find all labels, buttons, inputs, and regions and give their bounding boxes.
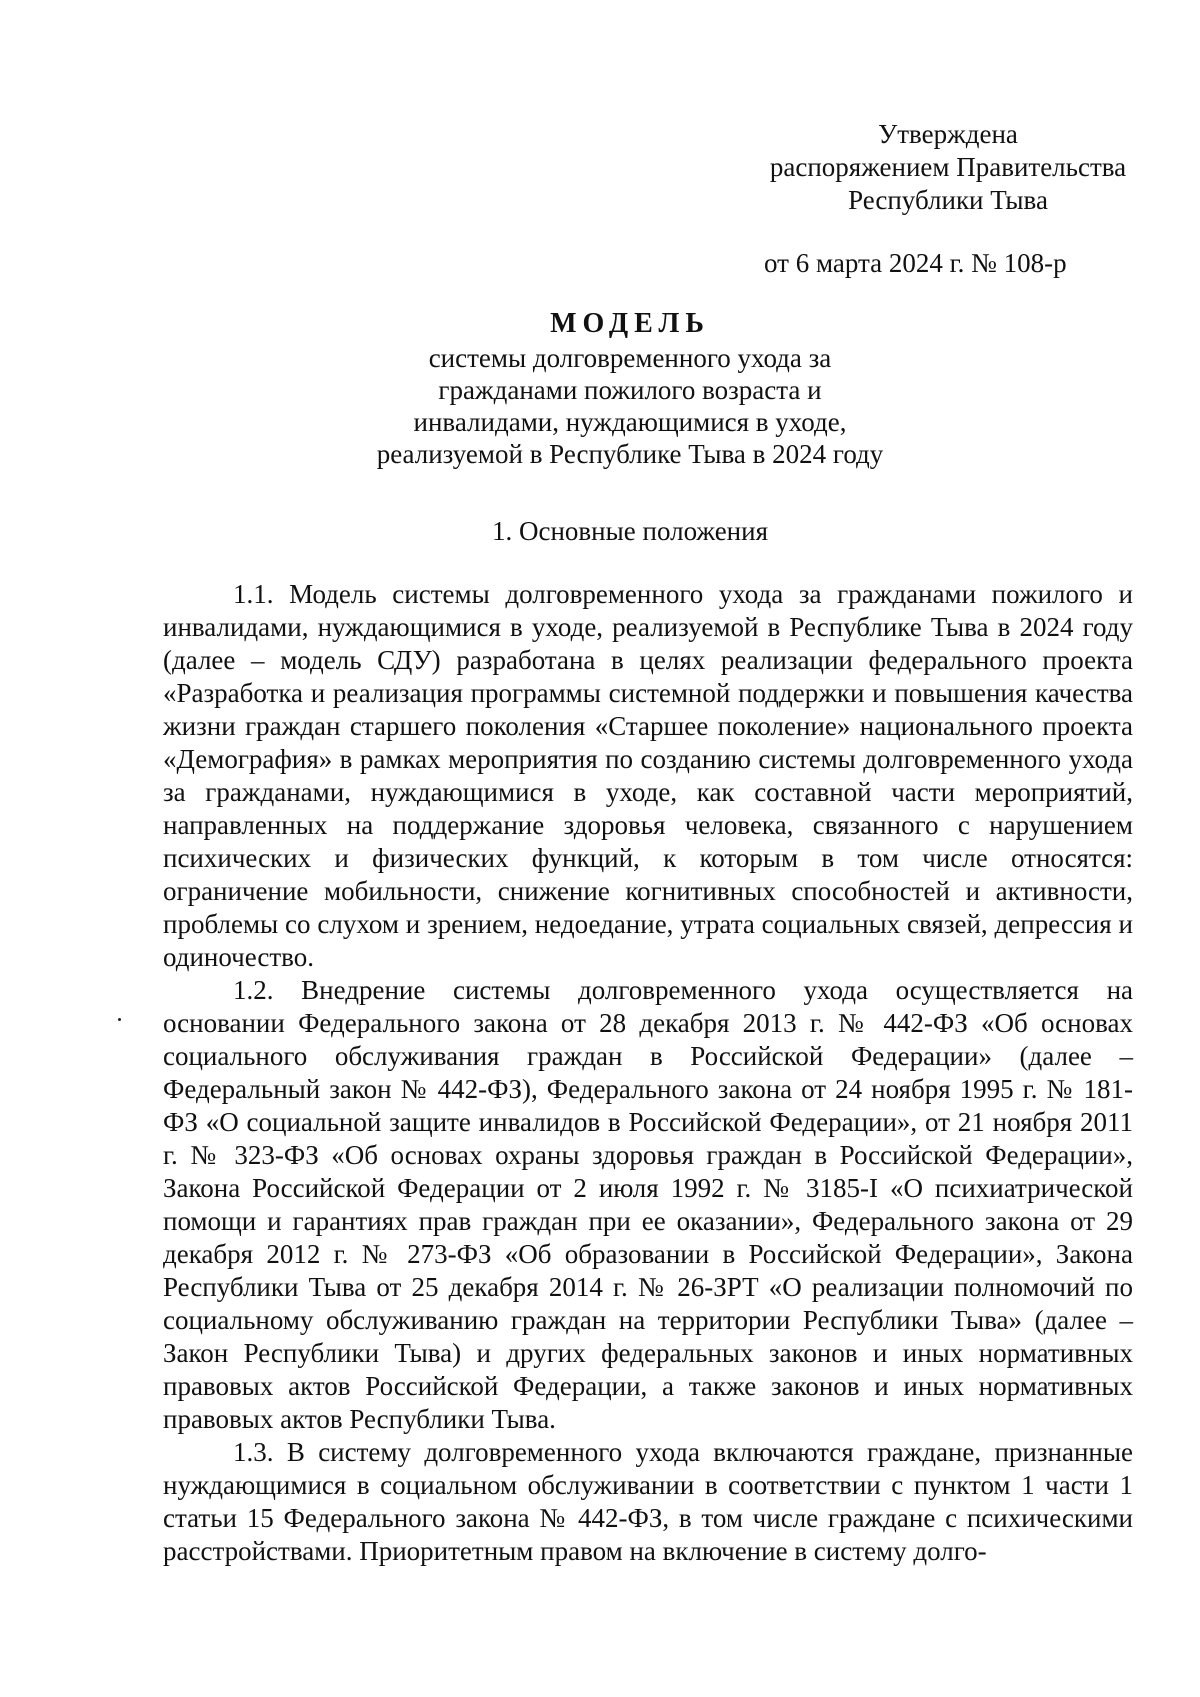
section-body xyxy=(163,578,1133,1568)
paragraph-1-1: 1.1. Модель системы долговременного ухода за гражданами пожилого и инвалидами, нуждающимися в уходе, реализуемой в Республике Тыва в 2024 году (далее – модель СДУ) разработана в целях реализации федерального проекта «Разработка и реализация программы системной поддержки и повышения качества жизни граждан старшего поколения «Старшее поколение» национального проекта «Демография» в рамках мероприятия по созданию системы долговременного ухода за гражданами, нуждающимися в уходе, как составной части мероприятий, направленных на поддержание здоровья человека, связанного с нарушением психических и физических функций, к которым в том числе относятся: ограничение мобильности, снижение когнитивных способностей и активности, проблемы со слухом и зрением, недоедание, утрата социальных связей, депрессия и одиночество. xyxy=(163,579,1133,972)
document-title: МОДЕЛЬ xyxy=(550,308,710,339)
paragraph-1-3: 1.3. В систему долговременного ухода включаются граждане, признанные нуждающимися в социальном обслуживании в соответствии с пунктом 1 части 1 статьи 15 Федерального закона № 442-ФЗ, в том числе граждане с психическими расстройствами. Приоритетным правом на включение в систему долго- xyxy=(163,1437,1133,1566)
title-line-3: инвалидами, нуждающимися в уходе, xyxy=(413,407,847,437)
scan-speck-mark xyxy=(118,1018,121,1021)
document-title-block xyxy=(250,308,1010,470)
approval-line-3: Республики Тыва xyxy=(848,185,1048,215)
order-reference: от 6 марта 2024 г. № 108-р xyxy=(764,248,1067,278)
approval-line-1: Утверждена xyxy=(878,119,1018,149)
approval-line-2: распоряжением Правительства xyxy=(769,152,1127,182)
approval-stamp xyxy=(748,118,1148,280)
paragraph-1-2: 1.2. Внедрение системы долговременного ухода осуществляется на основании Федерального закона от 28 декабря 2013 г. № 442-ФЗ «Об основах социального обслуживания граждан в Российской Федерации» (далее – Федеральный закон № 442-ФЗ), Федерального закона от 24 ноября 1995 г. № 181-ФЗ «О социальной защите инвалидов в Российской Федерации», от 21 ноября 2011 г. № 323-ФЗ «Об основах охраны здоровья граждан в Российской Федерации», Закона Российской Федерации от 2 июля 1992 г. № 3185-I «О психиатрической помощи и гарантиях прав граждан при ее оказании», Федерального закона от 29 декабря 2012 г. № 273-ФЗ «Об образовании в Российской Федерации», Закона Республики Тыва от 25 декабря 2014 г. № 26-ЗРТ «О реализации полномочий по социальному обслуживанию граждан на территории Республики Тыва» (далее – Закон Республики Тыва) и других федеральных законов и иных нормативных правовых актов Российской Федерации, а также законов и иных нормативных правовых актов Республики Тыва. xyxy=(163,975,1133,1434)
title-line-2: гражданами пожилого возраста и xyxy=(438,375,822,405)
title-line-4: реализуемой в Республике Тыва в 2024 году xyxy=(376,439,884,469)
title-line-1: системы долговременного ухода за xyxy=(428,343,832,373)
section-heading: 1. Основные положения xyxy=(492,516,768,546)
